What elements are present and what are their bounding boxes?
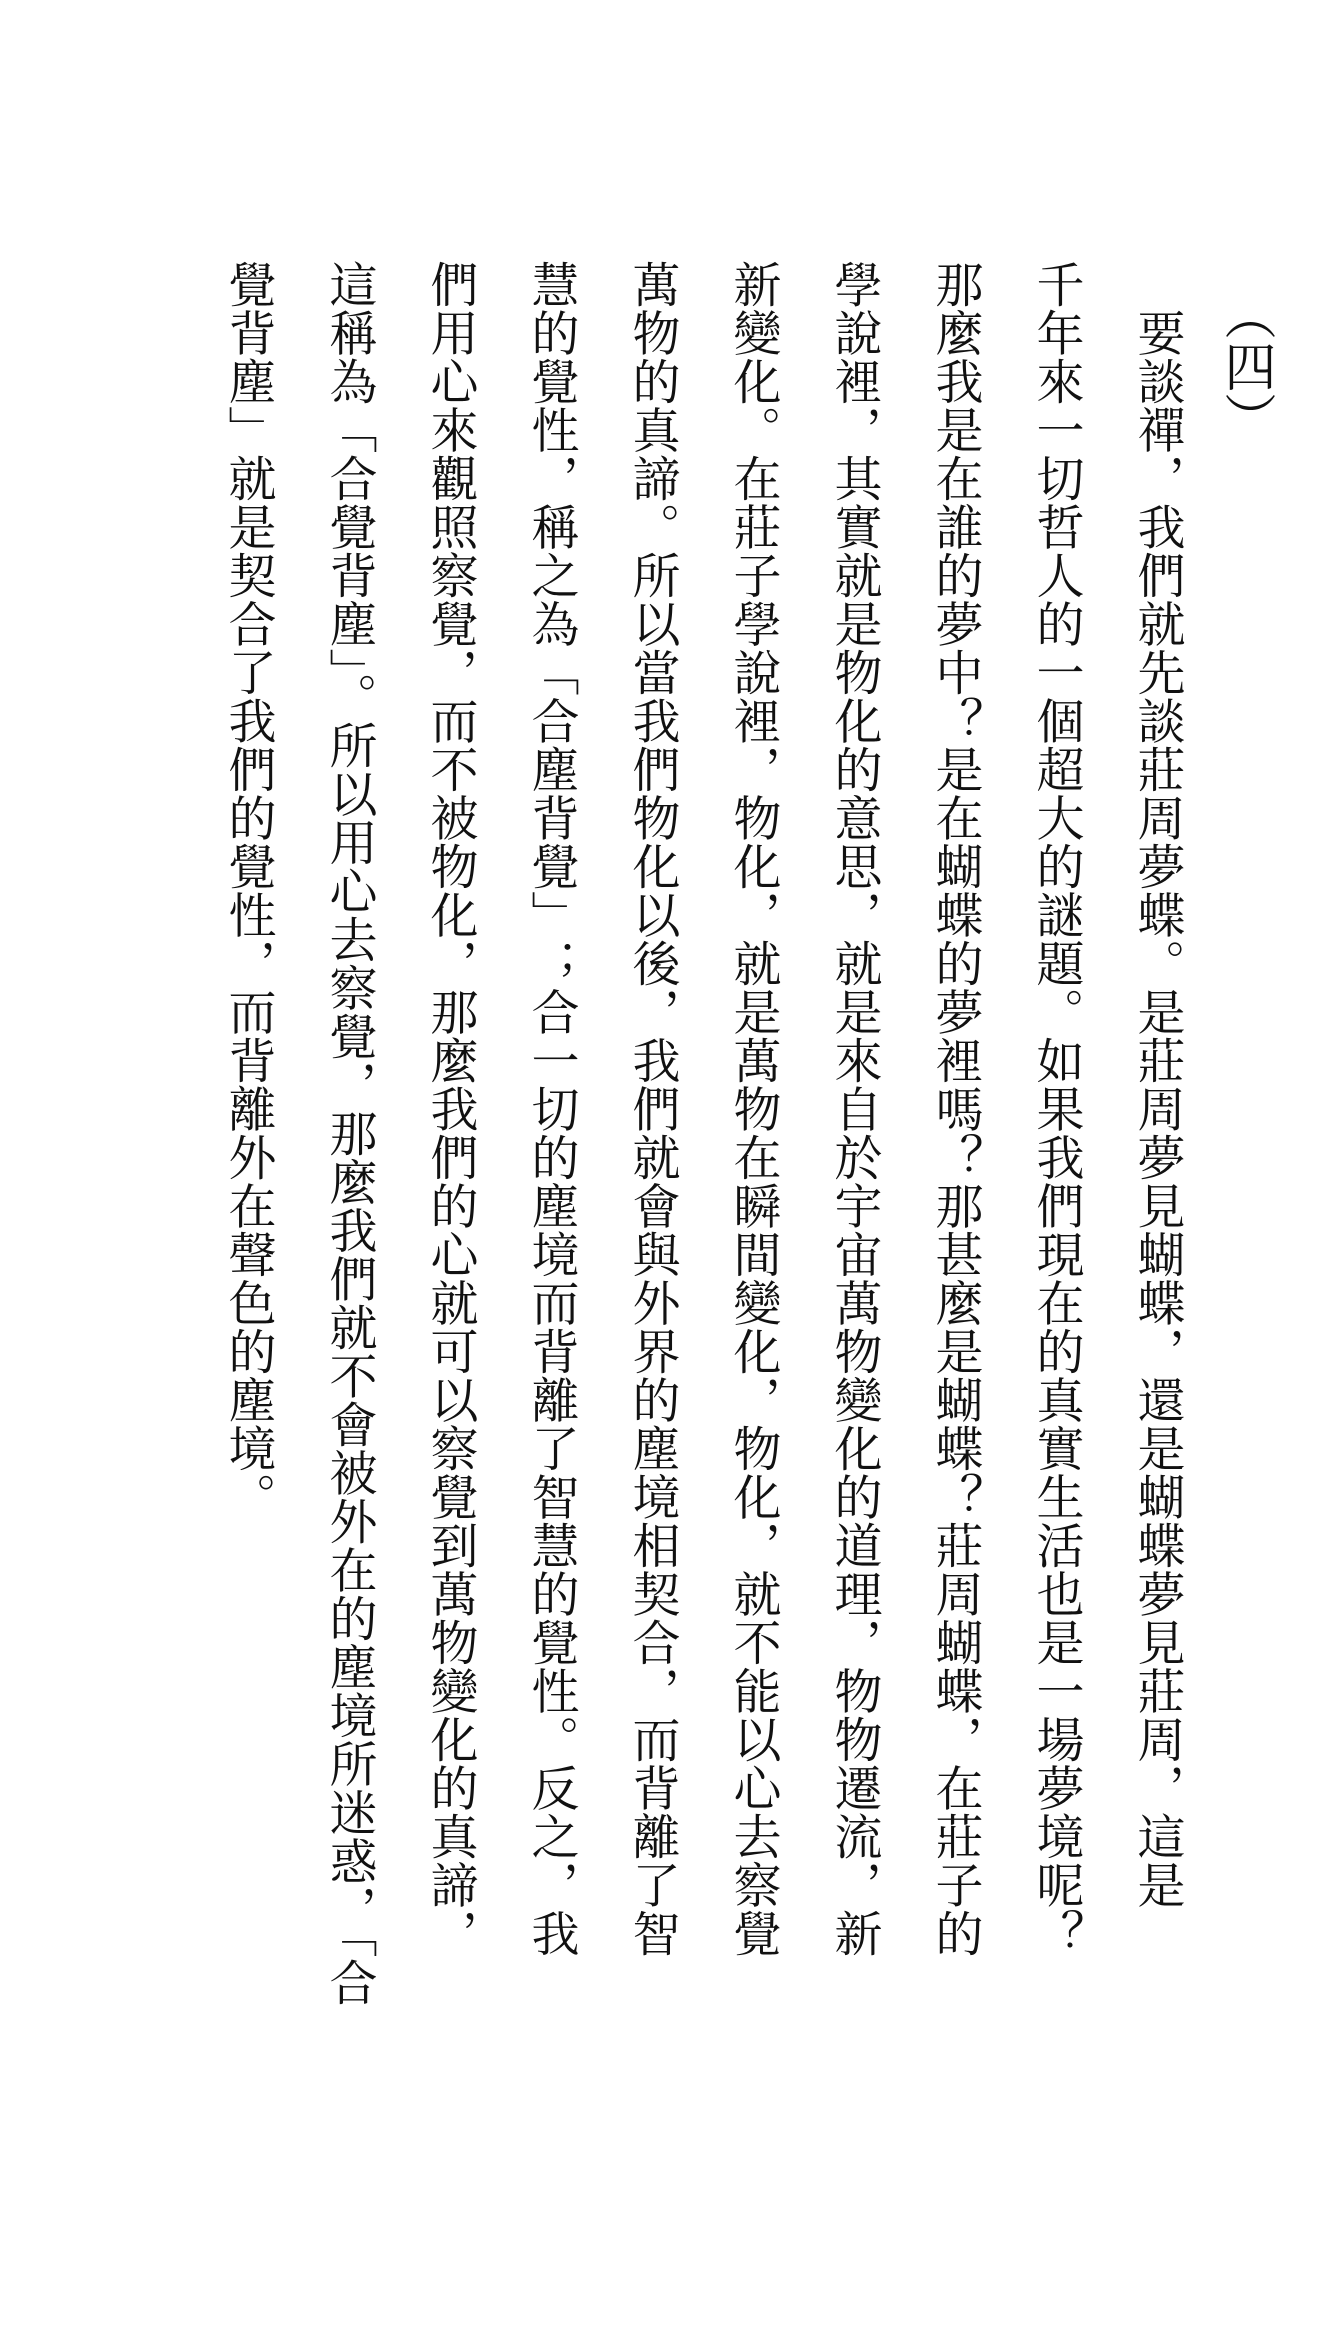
section-heading: （四） [1215,288,1275,444]
text-column-8: 們用心來觀照察覺，而不被物化，那麼我們的心就可以察覺到萬物變化的真諦， [422,260,478,1958]
text-column-1: 要談禪，我們就先談莊周夢蝶。是莊周夢見蝴蝶，還是蝴蝶夢見莊周，這是 [1129,260,1185,1909]
text-column-4: 學說裡，其實就是物化的意思，就是來自於宇宙萬物變化的道理，物物遷流，新 [826,260,882,1958]
text-column-2: 千年來一切哲人的一個超大的謎題。如果我們現在的真實生活也是一場夢境呢？ [1028,260,1084,1958]
text-column-10: 覺背塵」就是契合了我們的覺性，而背離外在聲色的塵境。 [220,260,276,1521]
text-column-6: 萬物的真諦。所以當我們物化以後，我們就會與外界的塵境相契合，而背離了智 [624,260,680,1958]
text-column-7: 慧的覺性，稱之為「合塵背覺」；合一切的塵境而背離了智慧的覺性。反之，我 [523,260,579,1958]
text-column-3: 那麼我是在誰的夢中？是在蝴蝶的夢裡嗎？那甚麼是蝴蝶？莊周蝴蝶，在莊子的 [927,260,983,1958]
text-column-5: 新變化。在莊子學說裡，物化，就是萬物在瞬間變化，物化，就不能以心去察覺 [725,260,781,1958]
body-text [197,260,1207,2110]
text-column-9: 這稱為「合覺背塵」。所以用心去察覺，那麼我們就不會被外在的塵境所迷惑，「合 [321,260,377,2007]
